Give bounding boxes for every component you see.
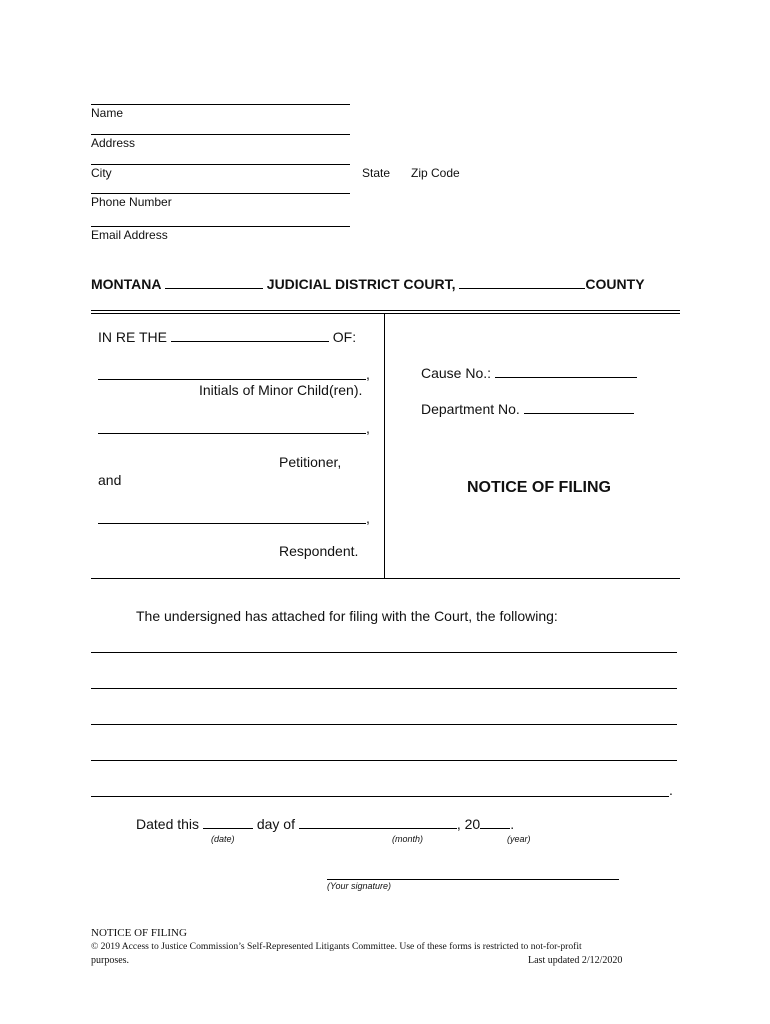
petitioner-comma: , (366, 420, 370, 436)
footer-purposes: purposes. (91, 955, 130, 966)
and-text: and (98, 472, 122, 488)
signature-line[interactable] (327, 879, 619, 880)
phone-label: Phone Number (91, 195, 172, 209)
date-hint: (date) (211, 834, 235, 844)
dated-period: . (510, 816, 515, 832)
address-label: Address (91, 136, 136, 150)
of-text: OF: (332, 329, 357, 345)
department-label: Department No. (421, 401, 520, 417)
email-line[interactable] (91, 226, 350, 227)
court-name: JUDICIAL DISTRICT COURT, (266, 276, 456, 292)
in-re-line (98, 329, 356, 345)
petitioner-label: Petitioner, (279, 454, 342, 470)
intro-text: The undersigned has attached for filing with the Court, the following: (136, 608, 558, 624)
filing-line-1[interactable] (91, 652, 677, 653)
respondent-label: Respondent. (279, 543, 359, 559)
caption-bottom-rule (91, 578, 680, 579)
filing-line-3[interactable] (91, 724, 677, 725)
cause-label: Cause No.: (421, 365, 492, 381)
cause-number (421, 365, 637, 381)
court-heading (91, 276, 645, 292)
zip-label: Zip Code (411, 166, 460, 180)
document-title: NOTICE OF FILING (467, 479, 611, 496)
year-blank[interactable] (480, 816, 510, 829)
dated-this-text: Dated this (136, 816, 200, 832)
month-hint: (month) (392, 834, 424, 844)
respondent-comma: , (366, 510, 370, 526)
department-blank[interactable] (524, 401, 634, 414)
date-blank[interactable] (203, 816, 253, 829)
footer-updated: Last updated 2/12/2020 (528, 955, 623, 966)
district-number-blank[interactable] (165, 276, 263, 289)
caption-divider (384, 314, 385, 579)
petitioner-line[interactable] (98, 433, 366, 434)
in-re-text: IN RE THE (98, 329, 167, 345)
respondent-line[interactable] (98, 523, 366, 524)
caption-top-rule (91, 310, 680, 314)
initials-label: Initials of Minor Child(ren). (199, 382, 363, 398)
court-county: COUNTY (585, 276, 645, 292)
department-number (421, 401, 634, 417)
day-of-text: day of (256, 816, 295, 832)
address-line[interactable] (91, 134, 350, 135)
email-label: Email Address (91, 228, 168, 242)
name-label: Name (91, 106, 124, 120)
child-comma: , (366, 366, 370, 382)
name-line[interactable] (91, 104, 350, 105)
year-prefix-text: , 20 (456, 816, 481, 832)
signature-hint: (Your signature) (327, 881, 392, 891)
state-label: State (362, 166, 391, 180)
city-state-zip-line[interactable] (91, 164, 350, 165)
court-state: MONTANA (91, 276, 161, 292)
county-name-blank[interactable] (459, 276, 585, 289)
city-label: City (91, 166, 112, 180)
cause-blank[interactable] (495, 365, 637, 378)
filing-line-2[interactable] (91, 688, 677, 689)
dated-line (136, 816, 514, 832)
month-blank[interactable] (299, 816, 457, 829)
filing-line-5[interactable] (91, 796, 669, 797)
phone-line[interactable] (91, 193, 350, 194)
year-hint: (year) (507, 834, 531, 844)
footer-copyright: © 2019 Access to Justice Commission’s Self-Represented Litigants Committee. Use of these forms is restricted to not-for-profit (91, 941, 582, 952)
child-initials-line[interactable] (98, 379, 366, 380)
in-re-blank[interactable] (171, 329, 329, 342)
footer-form-name: NOTICE OF FILING (91, 927, 187, 939)
filing-line-4[interactable] (91, 760, 677, 761)
filing-end-period: . (669, 782, 673, 798)
